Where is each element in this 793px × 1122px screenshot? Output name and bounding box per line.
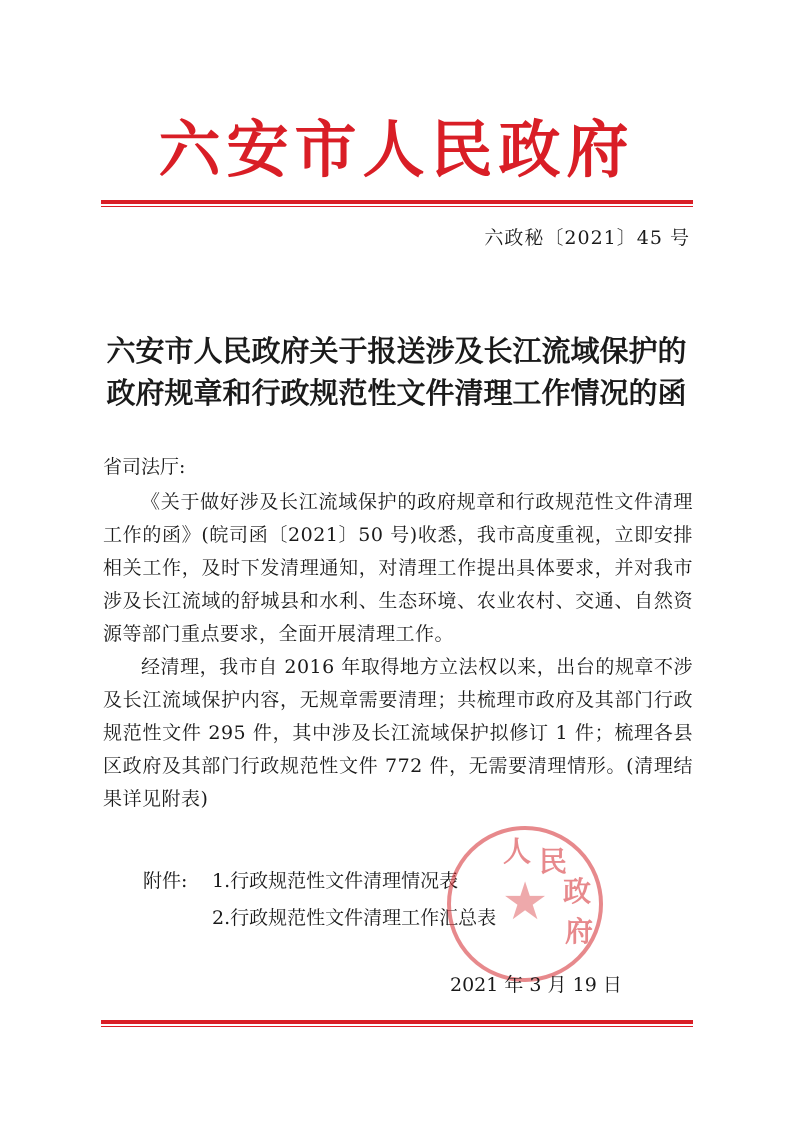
attachments-label: 附件: [143, 870, 188, 892]
footer-red-rule [101, 1020, 693, 1027]
document-title-line-2: 政府规章和行政规范性文件清理工作情况的函 [106, 376, 687, 410]
attachment-item-2: 2.行政规范性文件清理工作汇总表 [212, 907, 497, 929]
paragraph-text: 经清理，我市自 2016 年取得地方立法权以来，出台的规章不涉及长江流域保护内容，无规章需要清理；共梳理市政府及其部门行政规范性文件 295 件，其中涉及长江流域保护拟修订 1 件；梳理各县区政府及其部门行政规范性文件 772 件，无需要清理情形。(清理结果详见附表) [103, 656, 693, 810]
attachment-item-1: 1.行政规范性文件清理情况表 [212, 870, 459, 892]
document-number: 六政秘〔2021〕45 号 [484, 227, 690, 249]
masthead-title: 六安市人民政府 [158, 113, 635, 186]
paragraph-text: 《关于做好涉及长江流域保护的政府规章和行政规范性文件清理工作的函》(皖司函〔2021〕50 号)收悉，我市高度重视，立即安排相关工作，及时下发清理通知，对清理工作提出具体要求，并对我市涉及长江流域的舒城县和水利、生态环境、农业农村、交通、自然资源等部门重点要求，全面开展清理工作。 [103, 491, 693, 645]
seal-star-icon: ★ [501, 872, 549, 932]
body-paragraph-2 [103, 651, 693, 816]
issue-date: 2021 年 3 月 19 日 [450, 974, 622, 996]
header-red-rule [101, 200, 693, 207]
document-title-line-1: 六安市人民政府关于报送涉及长江流域保护的 [106, 334, 687, 368]
body-paragraph-1 [103, 486, 693, 651]
official-seal: ★ 人 民 政 府 [447, 826, 603, 982]
salutation: 省司法厅: [103, 456, 186, 478]
